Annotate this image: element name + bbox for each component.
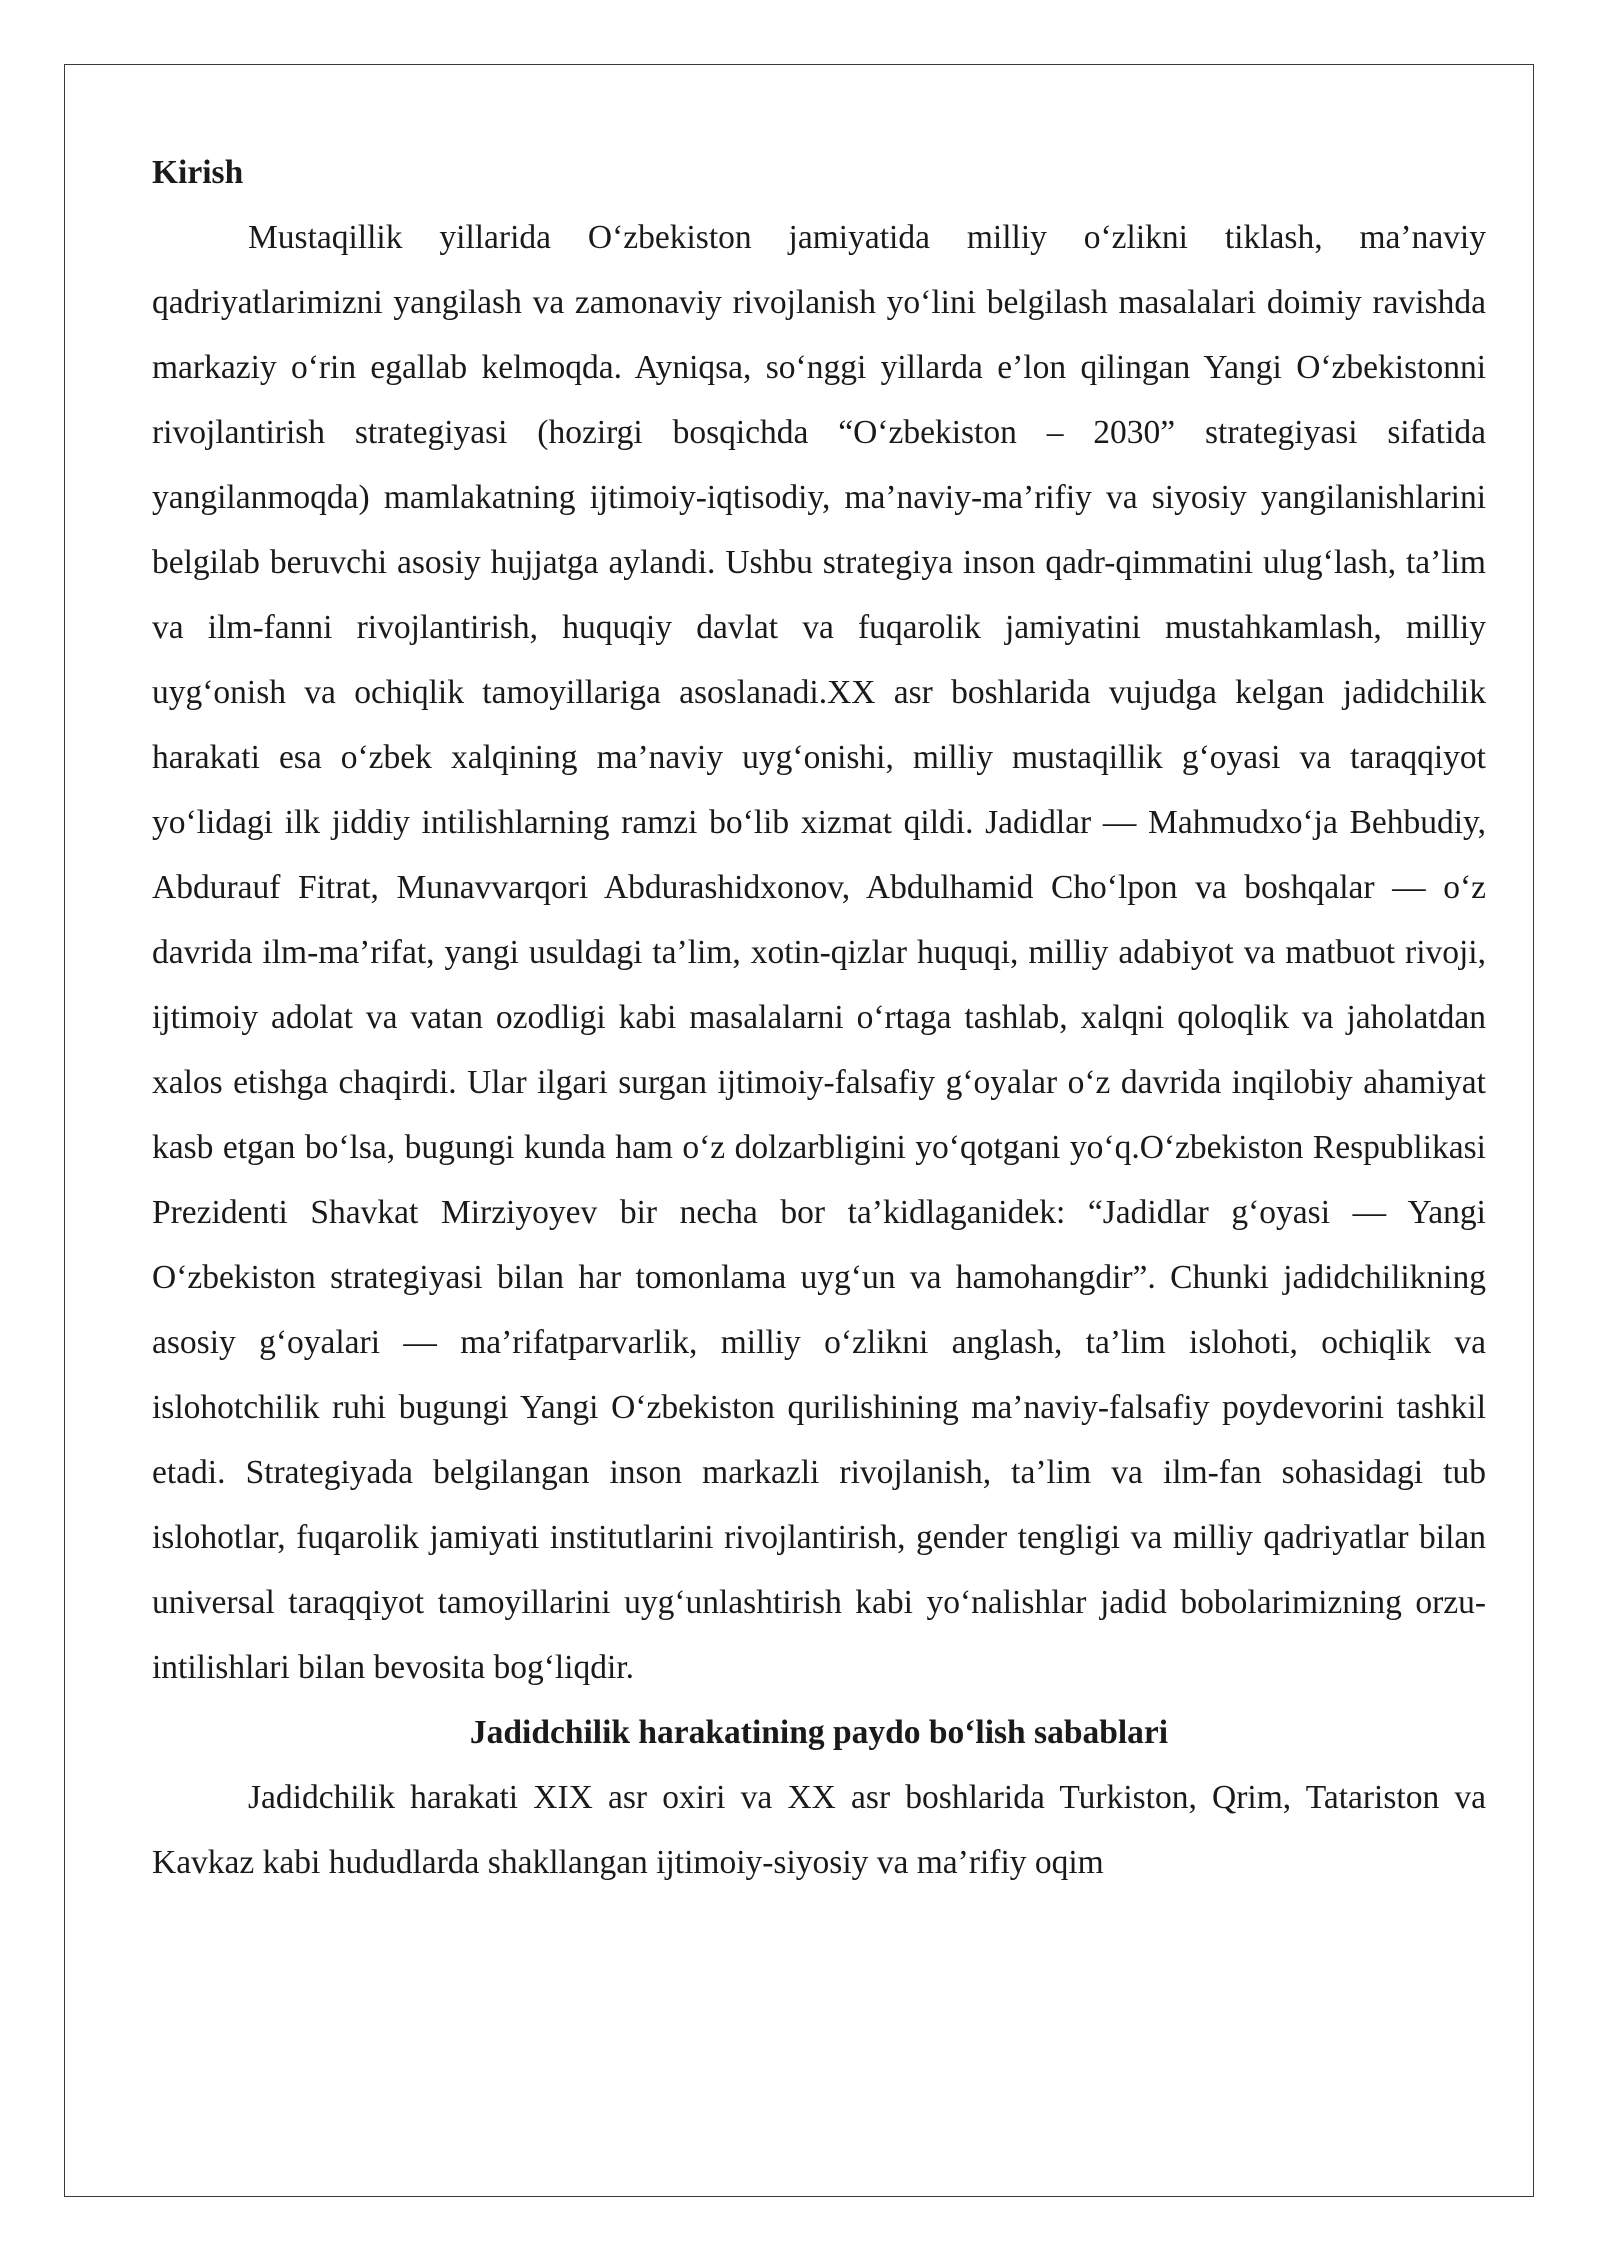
document-body bbox=[152, 140, 1486, 1895]
section-heading: Jadidchilik harakatining paydo bo‘lish sabablari bbox=[469, 1714, 1169, 1751]
intro-paragraph: Mustaqillik yillarida O‘zbekiston jamiyatida milliy o‘zlikni tiklash, ma’naviy qadriyatlarimizni yangilash va zamonaviy rivojlanish yo‘lini belgilash masalalari doimiy ravishda markaziy o‘rin egallab kelmoqda. Ayniqsa, so‘nggi yillarda e’lon qilingan Yangi O‘zbekistonni rivojlantirish strategiyasi (hozirgi bosqichda “O‘zbekiston – 2030” strategiyasi sifatida yangilanmoqda) mamlakatning ijtimoiy-iqtisodiy, ma’naviy-ma’rifiy va siyosiy yangilanishlarini belgilab beruvchi asosiy hujjatga aylandi. Ushbu strategiya inson qadr-qimmatini ulug‘lash, ta’lim va ilm-fanni rivojlantirish, huquqiy davlat va fuqarolik jamiyatini mustahkamlash, milliy uyg‘onish va ochiqlik tamoyillariga asoslanadi.XX asr boshlarida vujudga kelgan jadidchilik harakati esa o‘zbek xalqining ma’naviy uyg‘onishi, milliy mustaqillik g‘oyasi va taraqqiyot yo‘lidagi ilk jiddiy intilishlarning ramzi bo‘lib xizmat qildi. Jadidlar — Mahmudxo‘ja Behbudiy, Abdurauf Fitrat, Munavvarqori Abdurashidxonov, Abdulhamid Cho‘lpon va boshqalar — o‘z davrida ilm-ma’rifat, yangi usuldagi ta’lim, xotin-qizlar huquqi, milliy adabiyot va matbuot rivoji, ijtimoiy adolat va vatan ozodligi kabi masalalarni o‘rtaga tashlab, xalqni qoloqlik va jaholatdan xalos etishga chaqirdi. Ular ilgari surgan ijtimoiy-falsafiy g‘oyalar o‘z davrida inqilobiy ahamiyat kasb etgan bo‘lsa, bugungi kunda ham o‘z dolzarbligini yo‘qotgani yo‘q.O‘zbekiston Respublikasi Prezidenti Shavkat Mirziyoyev bir necha bor ta’kidlaganidek: “Jadidlar g‘oyasi — Yangi O‘zbekiston strategiyasi bilan har tomonlama uyg‘un va hamohangdir”. Chunki jadidchilikning asosiy g‘oyalari — ma’rifatparvarlik, milliy o‘zlikni anglash, ta’lim islohoti, ochiqlik va islohotchilik ruhi bugungi Yangi O‘zbekiston qurilishining ma’naviy-falsafiy poydevorini tashkil etadi. Strategiyada belgilangan inson markazli rivojlanish, ta’lim va ilm-fan sohasidagi tub islohotlar, fuqarolik jamiyati institutlarini rivojlantirish, gender tengligi va milliy qadriyatlar bilan universal taraqqiyot tamoyillarini uyg‘unlashtirish kabi yo‘nalishlar jadid bobolarimizning orzu-intilishlari bilan bevosita bog‘liqdir. bbox=[152, 219, 1486, 1686]
intro-heading: Kirish bbox=[152, 154, 244, 191]
section-paragraph: Jadidchilik harakati XIX asr oxiri va XX asr boshlarida Turkiston, Qrim, Tatariston va Kavkaz kabi hududlarda shakllangan ijtimoiy-siyosiy va ma’rifiy oqim bbox=[152, 1779, 1486, 1881]
